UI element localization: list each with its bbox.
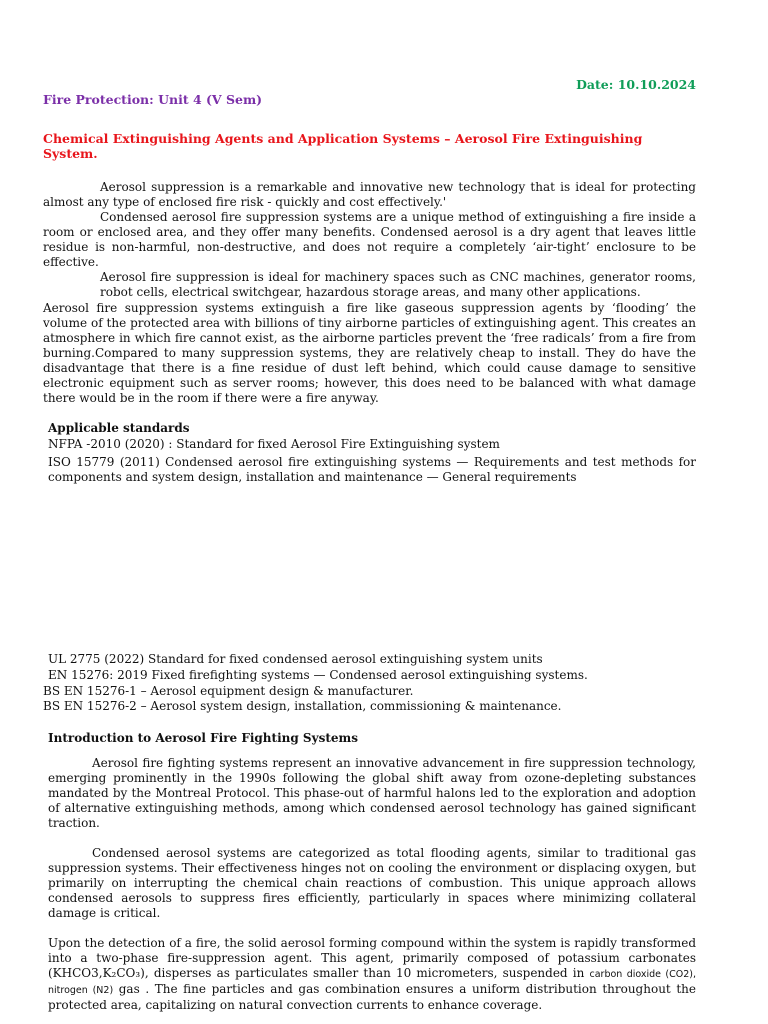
standards-heading: Applicable standards [48,421,190,435]
intro-paragraph-3: Aerosol fire suppression is ideal for machinery spaces such as CNC machines, generator rooms, robot cells, electrical switchgear, hazardous storage areas, and many other applications. [100,270,696,299]
standard-item: ISO 15779 (2011) Condensed aerosol fire extinguishing systems — Requirements and test methods for components and system design, installation and maintenance — General requirements [48,455,696,484]
introduction-heading: Introduction to Aerosol Fire Fighting Systems [48,731,358,745]
standard-item: UL 2775 (2022) Standard for fixed condensed aerosol extinguishing system units [48,652,543,666]
introduction-paragraph-3-text: Upon the detection of a fire, the solid aerosol forming compound within the system is rapidly transformed into a two-phase fire-suppression agent. This agent, primarily composed of potassium carbonates (KHCO3,K₂CO₃), disperses as particulates smaller than 10 micrometers, suspended in [48,936,696,980]
intro-paragraph-1: Aerosol suppression is a remarkable and innovative new technology that is ideal for protecting almost any type of enclosed fire risk - quickly and cost effectively.' [43,180,696,209]
standard-item: EN 15276: 2019 Fixed firefighting systems — Condensed aerosol extinguishing systems. [48,668,588,682]
gas-composition: carbon dioxide (CO2), nitrogen (N2) [48,969,696,996]
standard-item: BS EN 15276-1 – Aerosol equipment design & manufacturer. [43,684,414,698]
introduction-paragraph-3-text: gas . The fine particles and gas combination ensures a uniform distribution throughout the protected area, capitalizing on natural convection currents to enhance coverage. [48,982,696,1012]
intro-paragraph-2: Condensed aerosol fire suppression systems are a unique method of extinguishing a fire inside a room or enclosed area, and they offer many benefits. Condensed aerosol is a dry agent that leaves little residue is non-harmful, non-destructive, and does not require a completely ‘air-tight’ enclosure to be effective. [43,210,696,269]
unit-title: Fire Protection: Unit 4 (V Sem) [43,92,263,107]
standard-item: NFPA -2010 (2020) : Standard for fixed Aerosol Fire Extinguishing system [48,437,500,451]
introduction-paragraph-1: Aerosol fire fighting systems represent an innovative advancement in fire suppression technology, emerging prominently in the 1990s following the global shift away from ozone-depleting substances mandated by the Montreal Protocol. This phase-out of harmful halons led to the exploration and adoption of alternative extinguishing methods, among which condensed aerosol technology has gained significant traction. [48,756,696,830]
document-date: Date: 10.10.2024 [576,77,696,92]
standard-item: BS EN 15276-2 – Aerosol system design, installation, commissioning & maintenance. [43,699,562,713]
introduction-paragraph-2: Condensed aerosol systems are categorized as total flooding agents, similar to traditional gas suppression systems. Their effectiveness hinges not on cooling the environment or displacing oxygen, but primarily on interrupting the chemical chain reactions of combustion. This unique approach allows condensed aerosols to suppress fires efficiently, particularly in spaces where minimizing collateral damage is critical. [48,846,696,920]
intro-paragraph-4: Aerosol fire suppression systems extinguish a fire like gaseous suppression agents by ‘flooding’ the volume of the protected area with billions of tiny airborne particles of extinguishing agent. This creates an atmosphere in which fire cannot exist, as the airborne particles prevent the ‘free radicals’ from a fire from burning.Compared to many suppression systems, they are relatively cheap to install. They do have the disadvantage that there is a fine residue of dust left behind, which could cause damage to sensitive electronic equipment such as server rooms; however, this does need to be balanced with what damage there would be in the room if there were a fire anyway. [43,301,696,405]
introduction-paragraph-3 [48,936,696,1013]
chapter-title: Chemical Extinguishing Agents and Application Systems – Aerosol Fire Extinguishing System. [43,131,643,161]
